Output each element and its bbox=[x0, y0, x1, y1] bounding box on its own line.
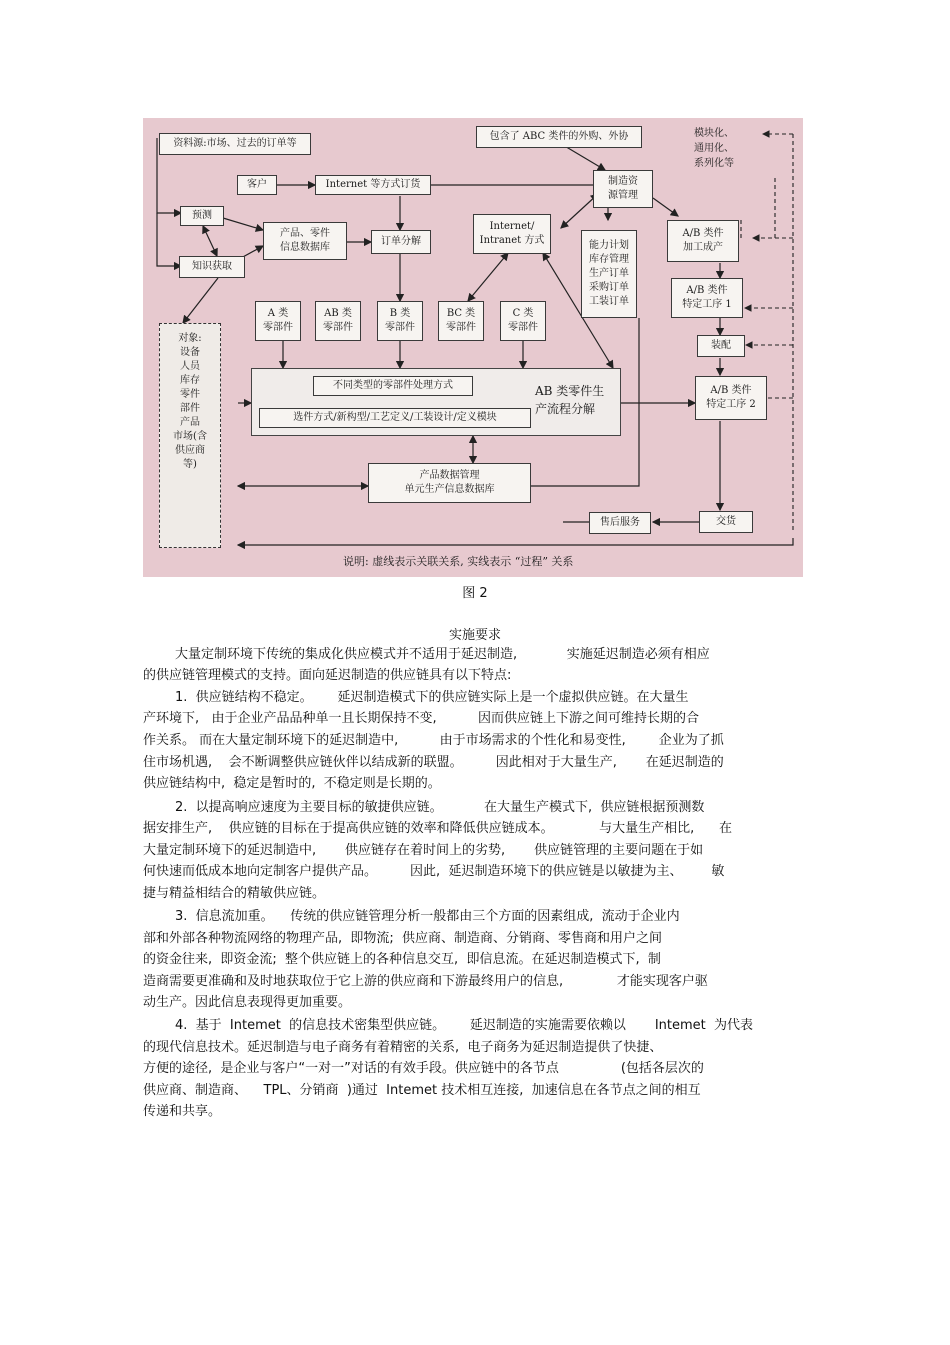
internet-order-box: Internet 等方式订货 bbox=[315, 175, 431, 195]
ab-specific1-box: A/B 类件 特定工序 1 bbox=[671, 278, 743, 318]
text-line: 大量定制环境下的延迟制造中, 供应链存在着时间上的劣势, 供应链管理的主要问题在于如 bbox=[143, 843, 704, 858]
text-line: 产环境下, 由于企业产品品种单一且长期保持不变, 因而供应链上下游之间可维持长期的合 bbox=[143, 711, 699, 726]
text-line: 4. 基于 Intemet 的信息技术密集型供应链。 延迟制造的实施需要依赖以 Intemet 为代表 bbox=[175, 1018, 754, 1033]
assembly-box: 装配 bbox=[697, 335, 745, 357]
part-bc-box: BC 类 零部件 bbox=[438, 301, 484, 341]
text-line: 供应商、制造商、 TPL、分销商 )通过 Intemet 技术相互连接, 加速信息在各节点之间的相互 bbox=[143, 1083, 701, 1098]
text-line: 部和外部各种物流网络的物理产品, 即物流; 供应商、制造商、分销商、零售商和用户之间 bbox=[143, 931, 663, 946]
internet-intranet-box: Internet/ Intranet 方式 bbox=[473, 214, 551, 254]
after-sales-box: 售后服务 bbox=[589, 512, 651, 534]
pdm-box: 产品数据管理 单元生产信息数据库 bbox=[368, 463, 531, 503]
order-decompose-box: 订单分解 bbox=[371, 230, 431, 254]
text-line: 方便的途径, 是企业与客户“一对一”对话的有效手段。供应链中的各节点 (包括各层次的 bbox=[143, 1061, 704, 1076]
part-a-box: A 类 零部件 bbox=[255, 301, 301, 341]
methods-list-box: 选件方式/新构型/工艺定义/工装设计/定义模块 bbox=[259, 408, 531, 428]
ab-processing-box: A/B 类件 加工成产 bbox=[667, 220, 739, 262]
text-line: 作关系。 而在大量定制环境下的延迟制造中, 由于市场需求的个性化和易变性, 企业为了抓 bbox=[143, 733, 724, 748]
capacity-plan-box: 能力计划 库存管理 生产订单 采购订单 工装订单 bbox=[581, 230, 637, 318]
forecast-box: 预测 bbox=[180, 206, 224, 226]
text-line: 3. 信息流加重。 传统的供应链管理分析一般都由三个方面的因素组成, 流动于企业内 bbox=[175, 909, 680, 924]
text-line: 的资金往来, 即资金流; 整个供应链上的各种信息交互, 即信息流。在延迟制造模式下, 制 bbox=[143, 952, 661, 967]
figure-caption: 图 2 bbox=[462, 586, 488, 601]
manufacturing-mgmt-box: 制造资 源管理 bbox=[593, 170, 653, 208]
text-line: 传递和共享。 bbox=[143, 1104, 222, 1119]
text-line: 的现代信息技术。延迟制造与电子商务有着精密的关系, 电子商务为延迟制造提供了快捷、 bbox=[143, 1040, 663, 1055]
ab-flow-title: AB 类零件生 产流程分解 bbox=[535, 384, 605, 416]
part-ab-box: AB 类 零部件 bbox=[315, 301, 361, 341]
processing-methods-box: 不同类型的零部件处理方式 bbox=[313, 376, 473, 396]
diagram-note: 说明: 虚线表示关联关系, 实线表示 “过程” 关系 bbox=[343, 555, 574, 568]
text-line: 据安排生产, 供应链的目标在于提高供应链的效率和降低供应链成本。 与大量生产相比, 在 bbox=[143, 821, 733, 836]
text-line: 捷与精益相结合的精敏供应链。 bbox=[143, 886, 326, 901]
text-line: 供应链结构中, 稳定是暂时的, 不稳定则是长期的。 bbox=[143, 776, 441, 791]
customer-box: 客户 bbox=[237, 175, 277, 195]
ab-specific2-box: A/B 类件 特定工序 2 bbox=[695, 376, 767, 420]
abc-purchase-box: 包含了 ABC 类件的外购、外协 bbox=[476, 126, 642, 148]
text-line: 的供应链管理模式的支持。面向延迟制造的供应链具有以下特点: bbox=[143, 668, 512, 683]
text-line: 1. 供应链结构不稳定。 延迟制造模式下的供应链实际上是一个虚拟供应链。在大量生 bbox=[175, 690, 689, 705]
knowledge-box: 知识获取 bbox=[179, 256, 245, 278]
section-title: 实施要求 bbox=[448, 628, 501, 643]
product-db-box: 产品、零件 信息数据库 bbox=[263, 222, 347, 260]
text-line: 动生产。因此信息表现得更加重要。 bbox=[143, 995, 352, 1010]
part-b-box: B 类 零部件 bbox=[377, 301, 423, 341]
text-line: 造商需要更准确和及时地获取位于它上游的供应商和下游最终用户的信息, 才能实现客户驱 bbox=[143, 974, 708, 989]
text-line: 住市场机遇, 会不断调整供应链伙伴以结成新的联盟。 因此相对于大量生产, 在延迟制造的 bbox=[143, 755, 724, 770]
text-line: 大量定制环境下传统的集成化供应模式并不适用于延迟制造, 实施延迟制造必须有相应 bbox=[175, 647, 710, 662]
part-c-box: C 类 零部件 bbox=[500, 301, 546, 341]
text-line: 何快速而低成本地向定制客户提供产品。 因此, 延迟制造环境下的供应链是以敏捷为主、 敏 bbox=[143, 864, 725, 879]
modular-text: 模块化、 通用化、 系列化等 bbox=[694, 128, 734, 169]
delivery-box: 交货 bbox=[699, 511, 753, 533]
supply-chain-diagram bbox=[143, 118, 803, 577]
objects-box: 对象: 设备 人员 库存 零件 部件 产品 市场(含 供应商 等) bbox=[159, 323, 221, 548]
text-line: 2. 以提高响应速度为主要目标的敏捷供应链。 在大量生产模式下, 供应链根据预测数 bbox=[175, 800, 705, 815]
data-source-box: 资料源:市场、过去的订单等 bbox=[159, 133, 311, 155]
